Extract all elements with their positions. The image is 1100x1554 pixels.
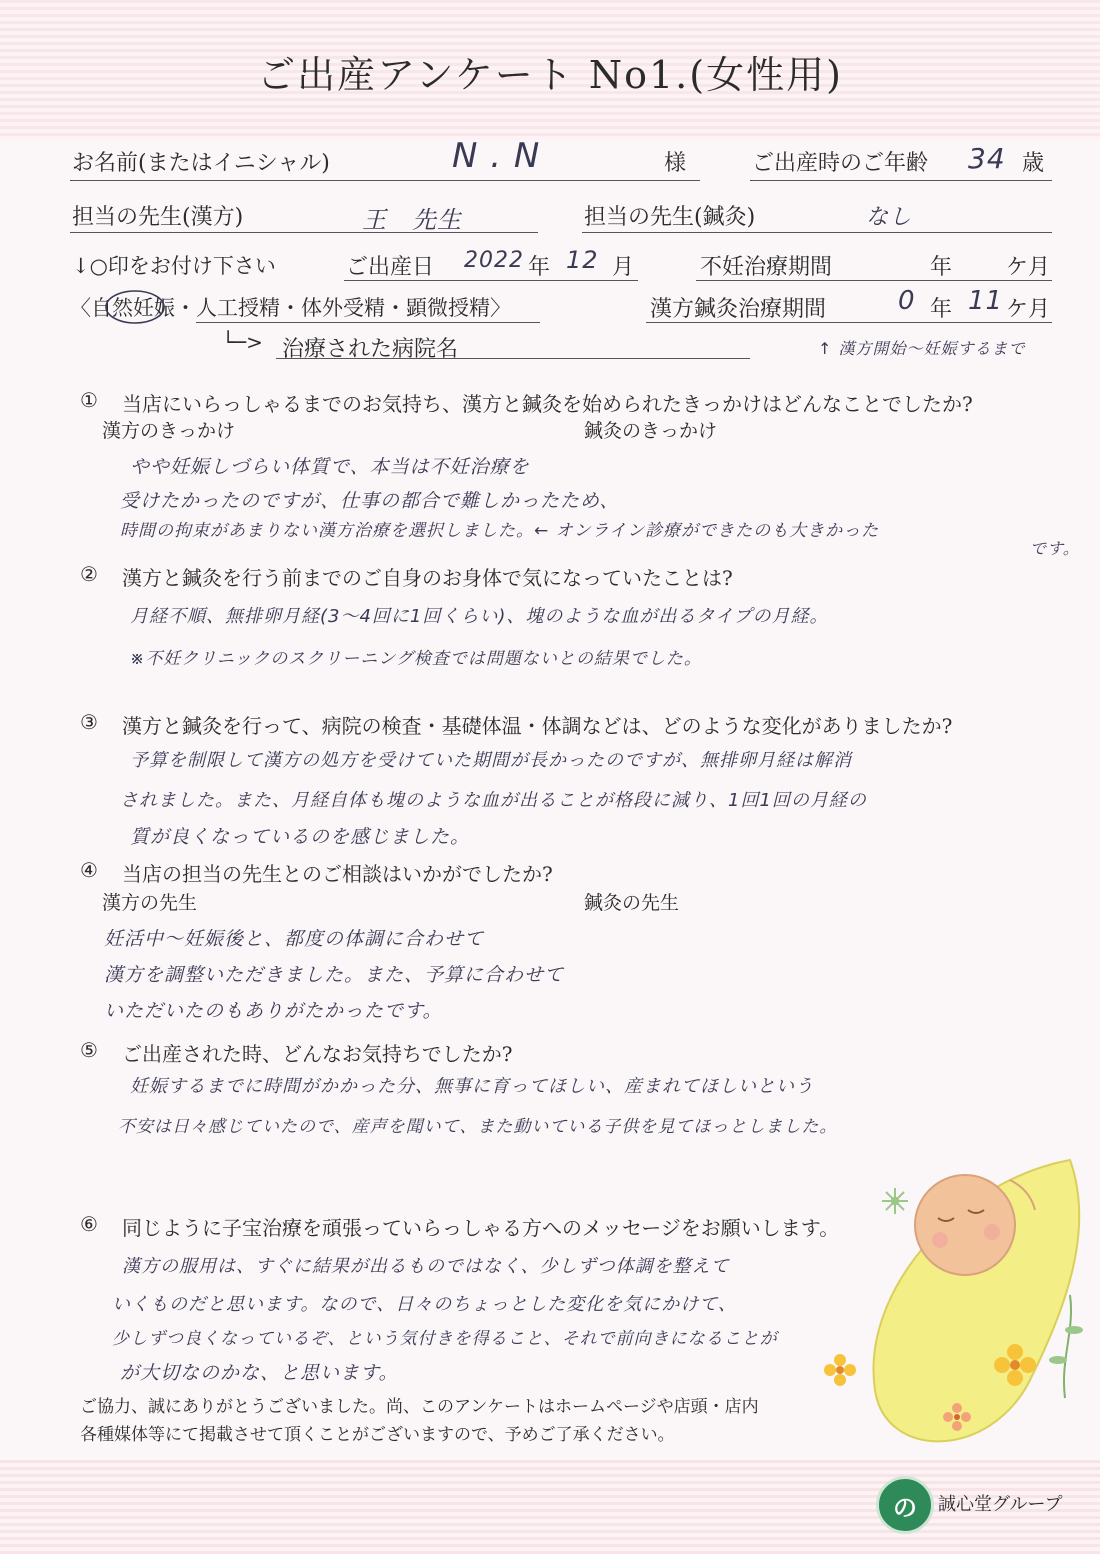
hospital-underline	[276, 358, 750, 359]
infertility-year-unit: 年	[930, 255, 953, 280]
acu-teacher-value: なし	[866, 205, 913, 230]
q6-answer-line: が大切なのかな、と思います。	[120, 1362, 399, 1384]
q1-answer-line: です。	[1030, 539, 1080, 558]
birth-month-unit: 月	[612, 255, 635, 280]
q5-number: ⑤	[80, 1038, 98, 1062]
q1-answer-line: 受けたかったのですが、仕事の都合で難しかったため、	[120, 490, 620, 512]
kampo-teacher-label: 担当の先生(漢方)	[72, 205, 244, 230]
q5-answer-line: 不安は日々感じていたので、産声を聞いて、また動いている子供を見てほっとしました。	[118, 1117, 838, 1137]
q2-number: ②	[80, 562, 98, 586]
q2-text: 漢方と鍼灸を行う前までのご自身のお身体で気になっていたことは?	[122, 566, 733, 590]
circle-instruction: ↓○印をお付け下さい	[72, 254, 276, 278]
q3-answer-line: 質が良くなっているのを感じました。	[130, 826, 471, 848]
infertility-label: 不妊治療期間	[700, 255, 833, 280]
treatment-month-unit: ケ月	[1006, 297, 1051, 322]
q1-sub-right: 鍼灸のきっかけ	[584, 420, 718, 442]
name-suffix: 様	[664, 151, 687, 176]
name-underline	[70, 180, 700, 181]
birth-month: 12	[566, 246, 599, 274]
q5-answer-line: 妊娠するまでに時間がかかった分、無事に育ってほしい、産まれてほしいという	[130, 1076, 814, 1097]
selected-option-circle	[103, 288, 167, 326]
pregnancy-types-underline	[196, 322, 540, 323]
birth-date-underline	[344, 280, 638, 281]
q4-answer-line: 妊活中〜妊娠後と、都度の体調に合わせて	[104, 928, 485, 950]
pregnancy-types: 〈自然妊娠・人工授精・体外受精・顕微授精〉	[70, 296, 511, 320]
page-title: ご出産アンケート No1.(女性用)	[257, 53, 843, 97]
brand-name: 誠心堂グループ	[938, 1494, 1063, 1515]
kampo-teacher-value: 王 先生	[362, 206, 462, 234]
q1-answer-line: 時間の拘束があまりない漢方治療を選択しました。← オンライン診療ができたのも大きかった	[120, 521, 880, 541]
age-label: ご出産時のご年齢	[752, 151, 929, 176]
q3-text: 漢方と鍼灸を行って、病院の検査・基礎体温・体調などは、どのような変化がありましたか?	[122, 714, 953, 738]
birth-year-unit: 年	[528, 255, 551, 280]
flower-icon	[940, 1400, 974, 1434]
acu-teacher-underline	[582, 232, 1052, 233]
q4-answer-line: いただいたのもありがたかったです。	[104, 1000, 443, 1022]
q6-number: ⑥	[80, 1212, 98, 1236]
q3-answer-line: されました。また、月経自体も塊のような血が出ることが格段に減り、1回1回の月経の	[120, 790, 867, 811]
q4-text: 当店の担当の先生とのご相談はいかがでしたか?	[122, 862, 553, 886]
bottom-stripe-band	[0, 1460, 1100, 1554]
flower-icon	[1040, 1290, 1090, 1400]
treatment-note: ↑ 漢方開始〜妊娠するまで	[818, 339, 1026, 358]
birth-year: 2022	[464, 248, 524, 273]
treatment-year-unit: 年	[930, 297, 953, 322]
hospital-arrow: └─>	[222, 330, 263, 354]
footer-line-2: 各種媒体等にて掲載させて頂くことがございますので、予めご了承ください。	[80, 1425, 675, 1445]
q1-sub-left: 漢方のきっかけ	[102, 420, 236, 442]
brand-logo-icon: の	[876, 1476, 934, 1534]
footer-line-1: ご協力、誠にありがとうございました。尚、このアンケートはホームページや店頭・店内	[80, 1397, 759, 1417]
q2-answer-line: ※不妊クリニックのスクリーニング検査では問題ないとの結果でした。	[130, 649, 702, 669]
age-value: 34	[968, 142, 1006, 175]
infertility-underline	[696, 280, 1052, 281]
hospital-label: 治療された病院名	[282, 337, 459, 362]
birth-date-label: ご出産日	[346, 255, 435, 280]
q6-text: 同じように子宝治療を頑張っていらっしゃる方へのメッセージをお願いします。	[122, 1216, 840, 1240]
q4-sub-right: 鍼灸の先生	[584, 892, 680, 914]
flower-icon	[880, 1186, 910, 1216]
treatment-period-label: 漢方鍼灸治療期間	[650, 297, 827, 322]
age-underline	[750, 180, 1052, 181]
q6-answer-line: 漢方の服用は、すぐに結果が出るものではなく、少しずつ体調を整えて	[122, 1256, 730, 1277]
q3-number: ③	[80, 710, 98, 734]
kampo-teacher-underline	[70, 232, 538, 233]
q4-number: ④	[80, 858, 98, 882]
age-unit: 歳	[1022, 151, 1045, 176]
treatment-period-underline	[646, 322, 1052, 323]
q1-text: 当店にいらっしゃるまでのお気持ち、漢方と鍼灸を始められたきっかけはどんなことでしたか?	[122, 392, 973, 416]
name-label: お名前(またはイニシャル)	[72, 151, 330, 176]
q4-answer-line: 漢方を調整いただきました。また、予算に合わせて	[104, 964, 565, 986]
q6-answer-line: いくものだと思います。なので、日々のちょっとした変化を気にかけて、	[112, 1294, 737, 1315]
q6-answer-line: 少しずつ良くなっているぞ、という気付きを得ること、それで前向きになることが	[112, 1329, 778, 1349]
q2-answer-line: 月経不順、無排卵月経(3〜4回に1回くらい)、塊のような血が出るタイプの月経。	[130, 606, 829, 627]
q4-sub-left: 漢方の先生	[102, 892, 198, 914]
q1-number: ①	[80, 388, 98, 412]
infertility-month-unit: ケ月	[1006, 255, 1051, 280]
q1-answer-line: やや妊娠しづらい体質で、本当は不妊治療を	[130, 456, 530, 478]
q5-text: ご出産された時、どんなお気持ちでしたか?	[122, 1042, 513, 1066]
treatment-years: 0	[898, 286, 916, 316]
flower-icon	[990, 1340, 1040, 1390]
treatment-months: 11	[968, 286, 1004, 316]
acu-teacher-label: 担当の先生(鍼灸)	[584, 205, 756, 230]
flower-icon	[820, 1350, 860, 1390]
name-value: N . N	[452, 136, 541, 176]
q3-answer-line: 予算を制限して漢方の処方を受けていた期間が長かったのですが、無排卵月経は解消	[130, 750, 852, 771]
